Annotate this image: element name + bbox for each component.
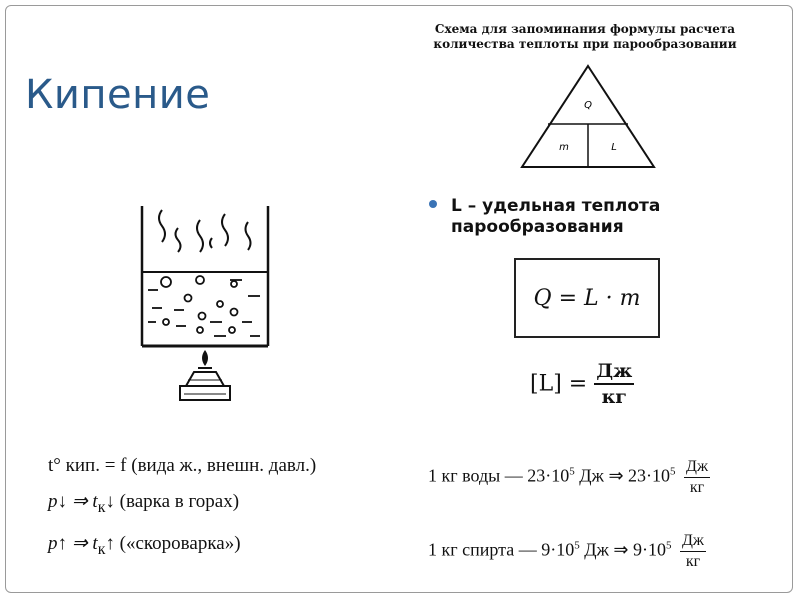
boiling-properties xyxy=(48,448,316,568)
example-alcohol-mid: Дж ⇒ 9·10 xyxy=(579,539,667,560)
boiling-vessel-illustration xyxy=(130,200,280,420)
flame-icon xyxy=(202,350,208,366)
property-line3-sub: к xyxy=(97,540,106,558)
example-water-unit xyxy=(684,458,710,497)
example-alcohol-unit-num: Дж xyxy=(680,532,706,552)
unit-fraction xyxy=(594,360,634,408)
burner-icon xyxy=(180,368,230,400)
property-line3 xyxy=(48,526,316,568)
definition-bullet xyxy=(437,196,767,238)
bullet-dot-icon xyxy=(429,200,437,208)
example-water-mid: Дж ⇒ 23·10 xyxy=(574,465,671,486)
steam-icon xyxy=(159,210,251,252)
example-alcohol-unit xyxy=(680,532,706,571)
example-water-unit-den: кг xyxy=(689,479,705,496)
scheme-caption-line2: количества теплоты при парообразовании xyxy=(433,37,737,51)
example-alcohol-exp2: 5 xyxy=(666,539,672,552)
formula-triangle xyxy=(518,64,658,170)
unit-denominator: кг xyxy=(601,386,627,408)
example-alcohol xyxy=(428,532,706,571)
property-line1: t° кип. = f (вида ж., внешн. давл.) xyxy=(48,455,317,476)
example-alcohol-unit-den: кг xyxy=(685,553,701,570)
scheme-caption-line1: Схема для запоминания формулы расчета xyxy=(434,22,736,36)
bullet-line1: L – удельная теплота xyxy=(451,196,661,216)
bubbles-icon xyxy=(148,276,260,336)
property-line2 xyxy=(48,484,316,526)
triangle-top-label: Q xyxy=(584,100,592,111)
property-line2-rhs: ↓ (варка в горах) xyxy=(105,491,240,512)
slide-title: Кипение xyxy=(25,72,211,118)
unit-formula-lhs: [L] = xyxy=(530,371,588,397)
example-water-text: 1 кг воды — 23·10 xyxy=(428,465,570,486)
bullet-line2: парообразования xyxy=(451,217,624,237)
example-alcohol-text: 1 кг спирта — 9·10 xyxy=(428,539,575,560)
property-line2-sub: к xyxy=(97,498,106,516)
triangle-left-label: m xyxy=(559,142,569,153)
example-water-unit-num: Дж xyxy=(684,458,710,478)
example-water-exp: 5 xyxy=(569,465,575,478)
heat-formula: Q = L · m xyxy=(514,258,660,338)
property-line2-lhs: p↓ ⇒ t xyxy=(48,491,98,512)
scheme-caption xyxy=(410,22,760,52)
property-line3-lhs: p↑ ⇒ t xyxy=(48,532,98,554)
triangle-right-label: L xyxy=(611,142,617,153)
unit-formula xyxy=(530,360,634,408)
unit-numerator: Дж xyxy=(594,360,634,385)
example-alcohol-exp: 5 xyxy=(574,539,580,552)
example-water xyxy=(428,458,710,497)
property-line3-rhs: ↑ («скороварка») xyxy=(105,532,241,554)
example-water-exp2: 5 xyxy=(670,465,676,478)
